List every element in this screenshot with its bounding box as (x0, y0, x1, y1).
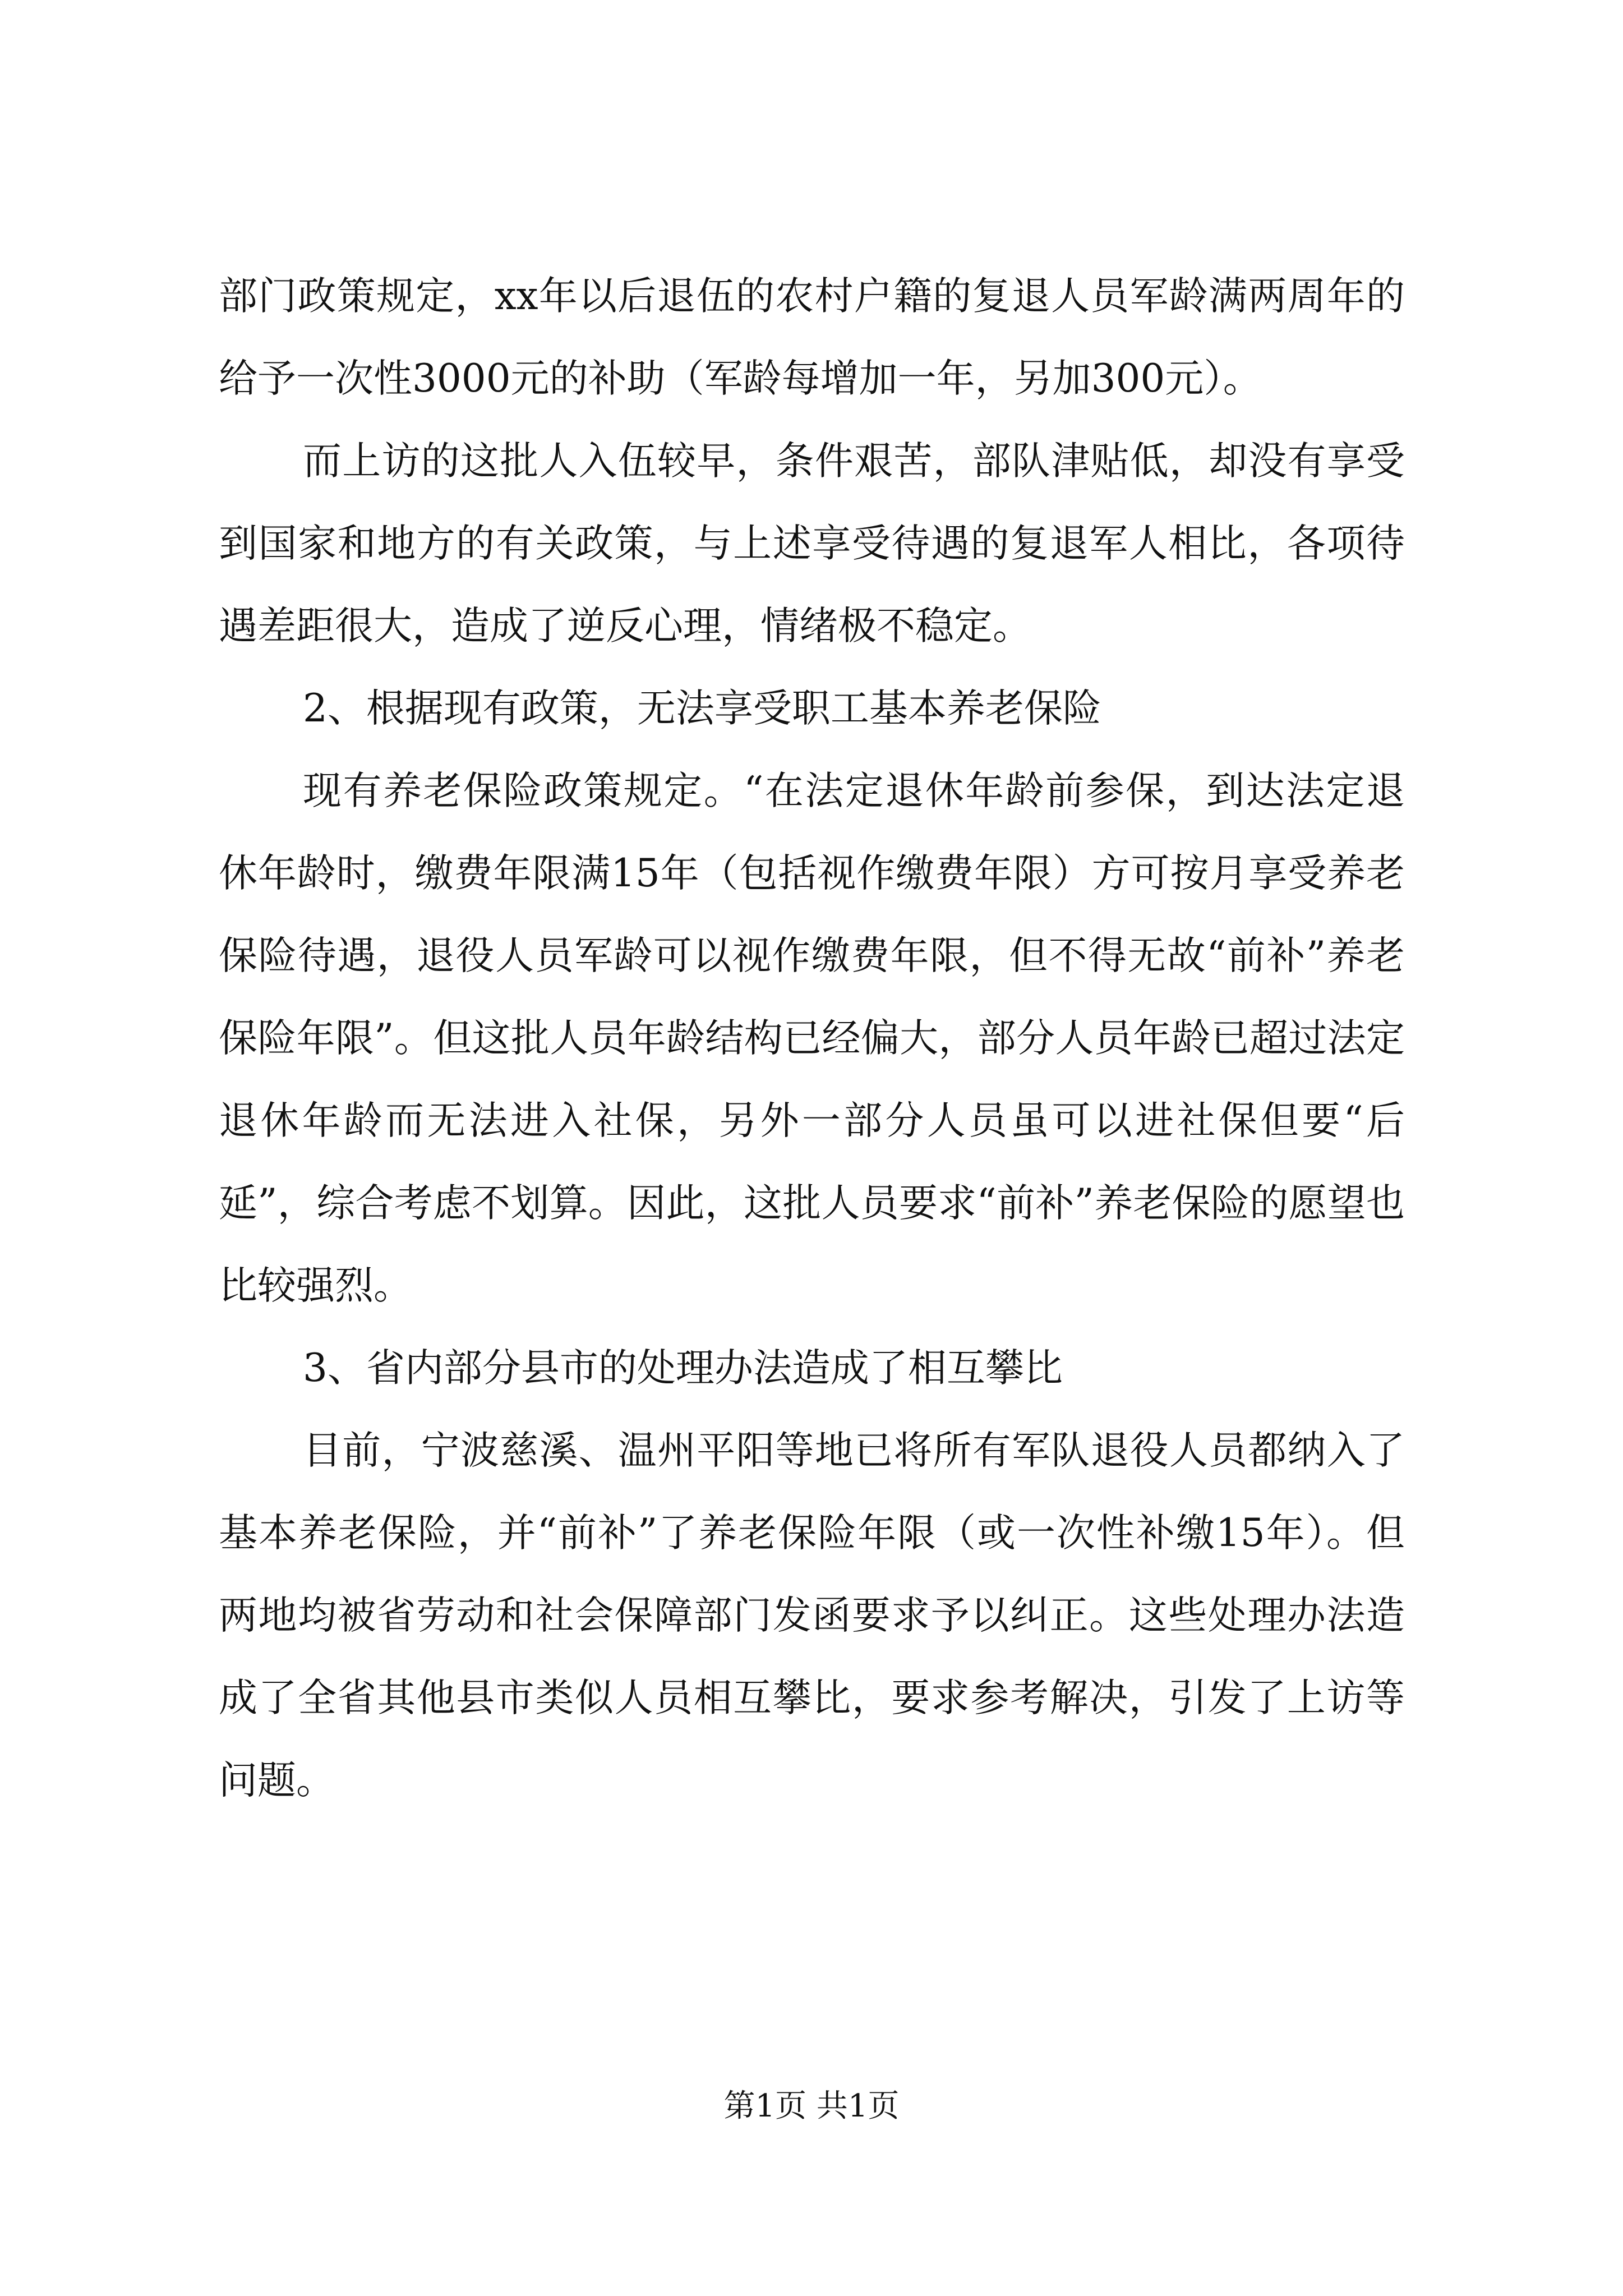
heading-pension-insurance: 2、根据现有政策，无法享受职工基本养老保险 (303, 686, 1101, 731)
heading-county-comparison: 3、省内部分县市的处理办法造成了相互攀比 (303, 1346, 1063, 1391)
paragraph-pension-policy: 现有养老保险政策规定。“在法定退休年龄前参保，到达法定退休年龄时，缴费年限满15年（包括视作缴费年限）方可按月享受养老保险待遇，退役人员军龄可以视作缴费年限，但不得无故“前补”养老保险年限”。但这批人员年龄结构已经偏大，部分人员年龄已超过法定退休年龄而无法进入社保，另外一部分人员虽可以进社保但要“后延”，综合考虑不划算。因此，这批人员要求“前补”养老保险的愿望也比较强烈。 (219, 769, 1405, 1308)
paragraph-county-practices: 目前，宁波慈溪、温州平阳等地已将所有军队退役人员都纳入了基本养老保险，并“前补”了养老保险年限（或一次性补缴15年）。但两地均被省劳动和社会保障部门发函要求予以纠正。这些处理办法造成了全省其他县市类似人员相互攀比，要求参考解决，引发了上访等问题。 (219, 1428, 1405, 1803)
document-body (219, 255, 1405, 1822)
paragraph-petitioners-situation: 而上访的这批人入伍较早，条件艰苦，部队津贴低，却没有享受到国家和地方的有关政策，与上述享受待遇的复退军人相比，各项待遇差距很大，造成了逆反心理，情绪极不稳定。 (219, 439, 1405, 648)
paragraph-subsidy-policy: 部门政策规定，xx年以后退伍的农村户籍的复退人员军龄满两周年的给予一次性3000元的补助（军龄每增加一年，另加300元）。 (219, 274, 1405, 401)
page-number-footer: 第1页 共1页 (723, 2088, 900, 2124)
